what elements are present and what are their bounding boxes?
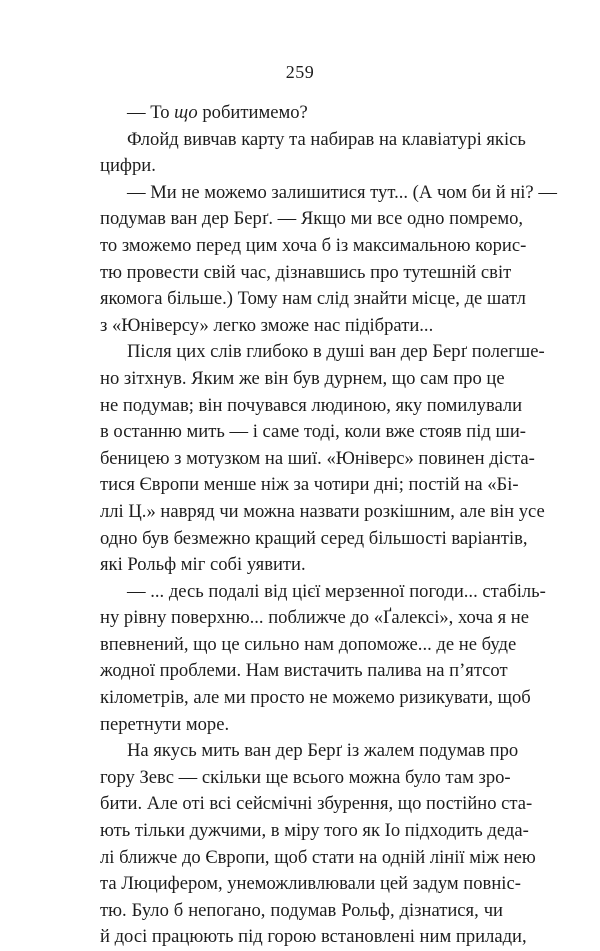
text-line: Флойд вивчав карту та набирав на клавіатурі якісь — [127, 128, 526, 150]
text-line: На якусь мить ван дер Берґ із жалем подумав про — [127, 740, 519, 762]
dialogue-end: робитимемо? — [197, 102, 308, 123]
text-line: з «Юніверсу» легко зможе нас підібрати... — [100, 314, 434, 336]
dialogue-start: — То — [127, 102, 175, 123]
body-text — [100, 100, 557, 951]
text-line: лі ближче до Європи, щоб стати на одній лінії між нею — [100, 846, 536, 868]
text-line: — ... десь подалі від цієї мерзенної погоди... стабіль- — [127, 580, 546, 602]
text-line: в останню мить — і саме тоді, коли вже стояв під ши- — [100, 421, 526, 443]
page-number: 259 — [285, 62, 315, 82]
text-line: цифри. — [100, 155, 156, 177]
text-line: впевнений, що це сильно нам допоможе... де не буде — [100, 633, 517, 655]
text-line: одно був безмежно кращий серед більшості варіантів, — [100, 527, 528, 549]
text-line: подумав ван дер Берґ. — Якщо ми все одно помремо, — [100, 208, 524, 230]
text-line: кілометрів, але ми просто не можемо ризикувати, щоб — [100, 687, 531, 709]
text-line: бити. Але оті всі сейсмічні збурення, що постійно ста- — [100, 793, 533, 815]
text-line: ллі Ц.» навряд чи можна назвати розкішним, але він усе — [100, 500, 545, 522]
text-line: ну рівну поверхню... поближче до «Ґалексі», хоча я не — [100, 607, 530, 629]
text-line: не подумав; він почувався людиною, яку помилували — [100, 394, 523, 416]
text-line: гору Зевс — скільки ще всього можна було там зро- — [100, 766, 511, 788]
text-line: Після цих слів глибоко в душі ван дер Берґ полегше- — [127, 341, 545, 363]
text-line: тю провести свій час, дізнавшись про тутешній світ — [100, 261, 512, 283]
text-line: ють тільки дужчими, в міру того як Іо підходить деда- — [100, 820, 529, 842]
text-line — [100, 100, 503, 127]
text-line: тю. Було б непогано, подумав Рольф, дізнатися, чи — [100, 899, 503, 921]
text-line: то зможемо перед цим хоча б із максимальною корис- — [100, 234, 527, 256]
text-line: якомога більше.) Тому нам слід знайти місце, де шатл — [100, 288, 526, 310]
italic-word: що — [174, 102, 198, 123]
text-line: які Рольф міг собі уявити. — [100, 554, 306, 576]
text-line: но зітхнув. Яким же він був дурнем, що сам про це — [100, 367, 505, 389]
text-line: беницею з мотузком на шиї. «Юніверс» повинен діста- — [100, 447, 535, 469]
text-line: перетнути море. — [100, 713, 230, 735]
text-line: тися Європи менше ніж за чотири дні; постій на «Бі- — [100, 474, 519, 496]
text-line: та Люцифером, унеможливлювали цей задум повніс- — [100, 873, 521, 895]
text-line: й досі працюють під горою встановлені ним прилади, — [100, 926, 527, 948]
text-line: — Ми не можемо залишитися тут... (А чом би й ні? — — [127, 181, 557, 203]
text-line: жодної проблеми. Нам вистачить палива на п’ятсот — [100, 660, 508, 682]
